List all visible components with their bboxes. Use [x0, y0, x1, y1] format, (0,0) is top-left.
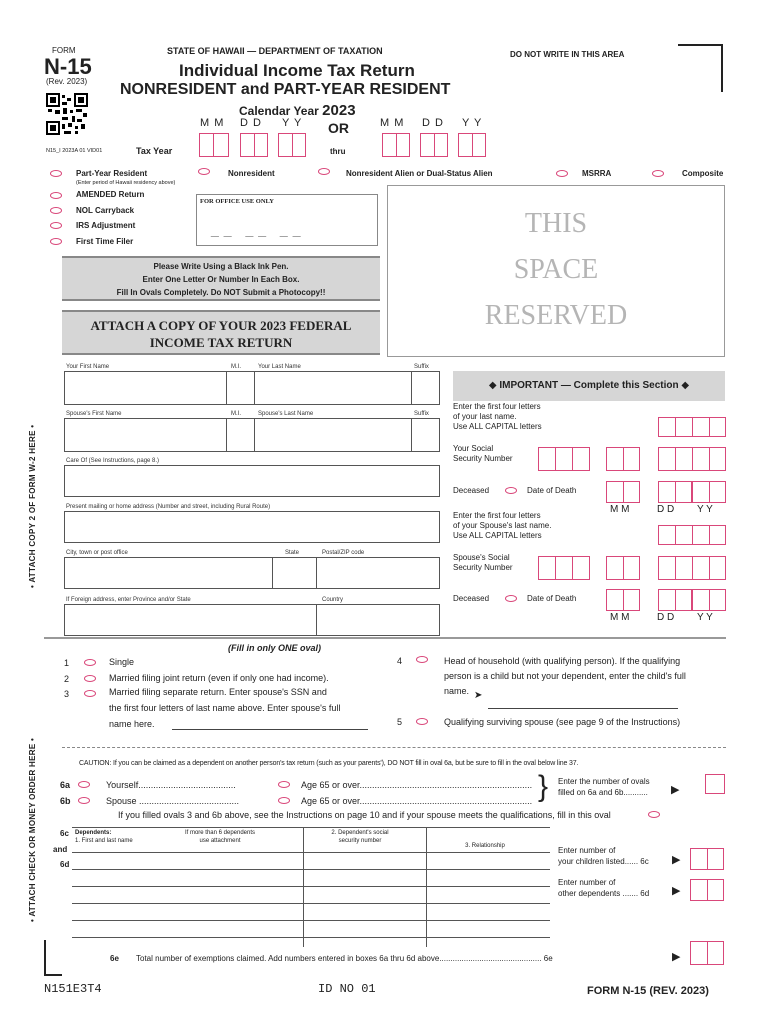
form-subtitle: NONRESIDENT and PART-YEAR RESIDENT [120, 81, 451, 98]
part-year-note: (Enter period of Hawaii residency above) [76, 180, 176, 186]
spouse-ssn-label: Spouse's Social Security Number [453, 553, 513, 572]
qualifications-note: If you filled ovals 3 and 6b above, see the Instructions on page 10 and if your spouse meets the qualifications, fill in this oval [118, 810, 611, 820]
nol-carryback-oval[interactable] [50, 207, 62, 214]
reserved-text: THIS [524, 208, 588, 239]
nonresident-oval[interactable] [198, 168, 210, 175]
spouse-qualifies-oval[interactable] [648, 811, 660, 818]
last-name-input[interactable] [254, 371, 412, 405]
important-header: ◆ IMPORTANT — Complete this Section ◆ [453, 371, 725, 401]
instruction-line: Enter One Letter Or Number In Each Box. [142, 275, 300, 284]
address-label: Present mailing or home address (Number and street, including Rural Route) [66, 504, 271, 510]
6b-label: 6b [60, 796, 71, 806]
spouse-mi-label: M.I. [231, 411, 241, 417]
tax-year-from-yy-label: Y Y [282, 117, 303, 129]
caution-text: CAUTION: If you can be claimed as a dependent on another person's tax return (such as your parents'), DO NOT fill in oval 6a, but be sure to fill in the oval below line 37. [79, 760, 579, 767]
dependents-col-header: 1. First and last name [75, 838, 133, 844]
head-of-household-oval[interactable] [416, 656, 428, 663]
thru-label: thru [330, 147, 346, 156]
spouse-date-of-death-label: Date of Death [527, 594, 577, 603]
side-text-check: • ATTACH CHECK OR MONEY ORDER HERE • [28, 737, 37, 922]
state-input[interactable] [272, 557, 317, 589]
first-name-label: Your First Name [66, 364, 110, 370]
spouse-suffix-label: Suffix [414, 411, 429, 417]
composite-label: Composite [682, 169, 724, 178]
yourself-oval[interactable] [78, 781, 90, 788]
corner-mark [678, 44, 723, 92]
country-label: Country [322, 597, 344, 603]
dd-label: D D [657, 504, 675, 515]
dependent-row[interactable] [72, 937, 550, 938]
filing-num: 1 [64, 658, 70, 668]
foreign-province-label: If Foreign address, enter Province and/or State [66, 597, 191, 603]
reserved-text: SPACE [513, 254, 599, 285]
children-listed-label: Enter number of your children listed...... 6c [558, 846, 649, 866]
spouse-first-name-input[interactable] [64, 418, 227, 452]
office-use-dashes: __ __ __ [211, 221, 306, 237]
6d-label: 6d [60, 860, 70, 869]
spouse-last-name-input[interactable] [254, 418, 412, 452]
enter-ovals-label: Enter the number of ovals filled on 6a and 6b........... [558, 777, 650, 797]
6a-label: 6a [60, 780, 71, 790]
composite-oval[interactable] [652, 170, 664, 177]
tax-year-label: Tax Year [136, 146, 173, 156]
tax-year-from-mm-label: M M [200, 117, 225, 129]
other-dependents-label: Enter number of other dependents ....... 6d [558, 878, 650, 898]
first-name-input[interactable] [64, 371, 227, 405]
return-type-label: IRS Adjustment [76, 221, 136, 230]
office-use-label: FOR OFFICE USE ONLY [200, 198, 274, 205]
filing-num: 2 [64, 674, 70, 684]
last4-label: Enter the first four letters of your last name. Use ALL CAPITAL letters [453, 402, 542, 431]
spouse-label: Spouse ........................................ [106, 796, 240, 806]
irs-adjustment-oval[interactable] [50, 222, 62, 229]
date-of-death-label: Date of Death [527, 486, 577, 495]
first-time-filer-oval[interactable] [50, 238, 62, 245]
spouse-age65-label: Age 65 or over..................................................................... [301, 796, 533, 806]
arrow-icon: ▶ [672, 854, 681, 866]
married-separate-oval[interactable] [84, 690, 96, 697]
filing-status-married-separate: Married filing separate return. Enter spouse's SSN and [109, 687, 327, 697]
filing-num: 4 [397, 656, 403, 666]
form-label: FORM [52, 46, 76, 55]
dependent-row[interactable] [72, 903, 550, 904]
reserved-text: RESERVED [484, 300, 628, 331]
filing-status-married-separate-line2: the first four letters of last name above. Enter spouse's full [109, 703, 341, 713]
and-label: and [53, 845, 68, 854]
nonresident-alien-label: Nonresident Alien or Dual-Status Alien [346, 169, 493, 178]
married-joint-oval[interactable] [84, 675, 96, 682]
return-type-label: AMENDED Return [76, 190, 145, 199]
spouse-oval[interactable] [78, 797, 90, 804]
arrow-icon: ▶ [671, 784, 680, 796]
attach-line-2: INCOME TAX RETURN [149, 335, 293, 350]
tax-year-to-yy-label: Y Y [462, 117, 483, 129]
dependents-col-header: If more than 6 dependents [184, 830, 256, 836]
spouse-dd-label: D D [657, 612, 675, 623]
qualifying-surviving-spouse-oval[interactable] [416, 718, 428, 725]
part-year-resident-oval[interactable] [50, 170, 62, 177]
dependents-col-header: security number [338, 838, 382, 844]
6c-label: 6c [60, 829, 69, 838]
suffix-input[interactable] [411, 371, 440, 405]
filing-status-married-joint: Married filing joint return (even if only one had income). [109, 673, 329, 683]
tax-year-from-dd-label: D D [240, 117, 262, 129]
arrow-icon: ➤ [474, 690, 483, 701]
form-revision: (Rev. 2023) [46, 77, 88, 86]
footer-id: ID NO 01 [318, 982, 376, 996]
arrow-icon: ▶ [672, 951, 681, 963]
spouse-last-name-label: Spouse's Last Name [258, 411, 314, 417]
filing-status-header: (Fill in only ONE oval) [228, 643, 322, 653]
amended-return-oval[interactable] [50, 192, 62, 199]
instructions-box [62, 256, 380, 301]
nonresident-alien-oval[interactable] [318, 168, 330, 175]
zip-label: Postal/ZIP code [322, 550, 365, 556]
mi-input[interactable] [226, 371, 255, 405]
city-input[interactable] [64, 557, 273, 589]
spouse-mi-input[interactable] [226, 418, 255, 452]
filing-status-single: Single [109, 657, 135, 667]
arrow-icon: ▶ [672, 885, 681, 897]
city-label: City, town or post office [66, 550, 128, 556]
tax-year-to-mm-label: M M [380, 117, 405, 129]
return-type-label: First Time Filer [76, 237, 134, 246]
filing-num: 5 [397, 717, 403, 727]
attach-federal-box [62, 310, 380, 355]
country-input[interactable] [316, 604, 440, 636]
dependents-table [72, 827, 550, 947]
6e-label: 6e [110, 954, 119, 963]
footer-form: FORM N-15 (REV. 2023) [587, 985, 709, 997]
divider [44, 637, 726, 639]
deceased-oval[interactable] [505, 487, 517, 494]
filing-status-hoh-line3: name. [444, 686, 470, 696]
spouse-first-name-label: Spouse's First Name [66, 411, 122, 417]
spouse-last4-label: Enter the first four letters of your Spouse's last name. Use ALL CAPITAL letters [453, 511, 552, 540]
nonresident-label: Nonresident [228, 169, 275, 178]
total-exemptions-label: Total number of exemptions claimed. Add numbers entered in boxes 6a thru 6d above.............................................. 6e [136, 954, 553, 963]
spouse-deceased-oval[interactable] [505, 595, 517, 602]
zip-input[interactable] [316, 557, 440, 589]
brace-icon: } [538, 770, 549, 803]
yourself-age65-label: Age 65 or over..................................................................... [301, 780, 533, 790]
instruction-line: Please Write Using a Black Ink Pen. [153, 262, 289, 271]
msrra-label: MSRRA [582, 169, 612, 178]
attach-line-1: ATTACH A COPY OF YOUR 2023 FEDERAL [90, 318, 352, 333]
divider [62, 747, 726, 748]
last-name-label: Your Last Name [258, 364, 301, 370]
dependent-row[interactable] [72, 869, 550, 870]
single-oval[interactable] [84, 659, 96, 666]
calendar-year-label: Calendar Year 2023 [239, 102, 356, 119]
spouse-age65-oval[interactable] [278, 797, 290, 804]
yy-label: Y Y [697, 504, 713, 515]
tax-year-from-mm-2[interactable] [213, 133, 229, 157]
dependent-row[interactable] [72, 920, 550, 921]
mi-label: M.I. [231, 364, 241, 370]
suffix-label: Suffix [414, 364, 429, 370]
deceased-label: Deceased [453, 486, 490, 495]
mm-label: M M [610, 504, 630, 515]
qr-code [46, 93, 88, 135]
form-code: N15_I 2023A 01 VID01 [46, 148, 103, 154]
yourself-label: Yourself....................................... [106, 780, 236, 790]
side-text-w2: • ATTACH COPY 2 OF FORM W-2 HERE • [28, 424, 37, 588]
tax-year-to-dd-label: D D [422, 117, 444, 129]
return-type-label: NOL Carryback [76, 206, 135, 215]
child-full-name-line[interactable] [488, 708, 678, 709]
address-input[interactable] [64, 511, 440, 543]
office-use-box [196, 194, 378, 246]
dependents-col-header: Dependents: [75, 830, 112, 836]
spouse-ssn-part1-input[interactable] [538, 556, 590, 580]
corner-mark [44, 940, 62, 976]
care-of-label: Care Of (See Instructions, page 8.) [66, 458, 160, 464]
or-label: OR [328, 120, 349, 136]
dependent-row[interactable] [72, 886, 550, 887]
dependents-col-header: 3. Relationship [465, 843, 505, 849]
form-title: Individual Income Tax Return [179, 61, 415, 80]
form-number: N-15 [44, 54, 92, 79]
do-not-write-label: DO NOT WRITE IN THIS AREA [510, 50, 625, 59]
spouse-deceased-label: Deceased [453, 594, 490, 603]
spouse-full-name-line[interactable] [172, 729, 368, 730]
filing-status-married-separate-line3: name here. [109, 719, 155, 729]
filing-status-hoh-line2: person is a child but not your dependent, enter the child's full [444, 671, 686, 681]
filing-num: 3 [64, 689, 70, 699]
yourself-age65-oval[interactable] [278, 781, 290, 788]
foreign-province-input[interactable] [64, 604, 317, 636]
spouse-yy-label: Y Y [697, 612, 713, 623]
spouse-suffix-input[interactable] [411, 418, 440, 452]
spouse-mm-label: M M [610, 612, 630, 623]
state-label: State [285, 550, 300, 556]
msrra-oval[interactable] [556, 170, 568, 177]
agency-name: STATE OF HAWAII — DEPARTMENT OF TAXATION [167, 46, 383, 56]
footer-code: N151E3T4 [44, 982, 102, 996]
care-of-input[interactable] [64, 465, 440, 497]
ssn-label: Your Social Security Number [453, 444, 513, 463]
filing-status-head-of-household: Head of household (with qualifying person). If the qualifying [444, 656, 681, 666]
dependents-col-header: use attachment [199, 838, 241, 844]
part-year-resident-label: Part-Year Resident [76, 169, 148, 178]
ssn-part1-input[interactable] [538, 447, 590, 471]
6a-6b-count-input[interactable] [705, 774, 725, 794]
instruction-line: Fill In Ovals Completely. Do NOT Submit a Photocopy!! [116, 288, 326, 297]
dependents-col-header: 2. Dependent's social [331, 830, 389, 836]
filing-status-qualifying-spouse: Qualifying surviving spouse (see page 9 of the Instructions) [444, 717, 681, 727]
reserved-area [387, 185, 725, 357]
